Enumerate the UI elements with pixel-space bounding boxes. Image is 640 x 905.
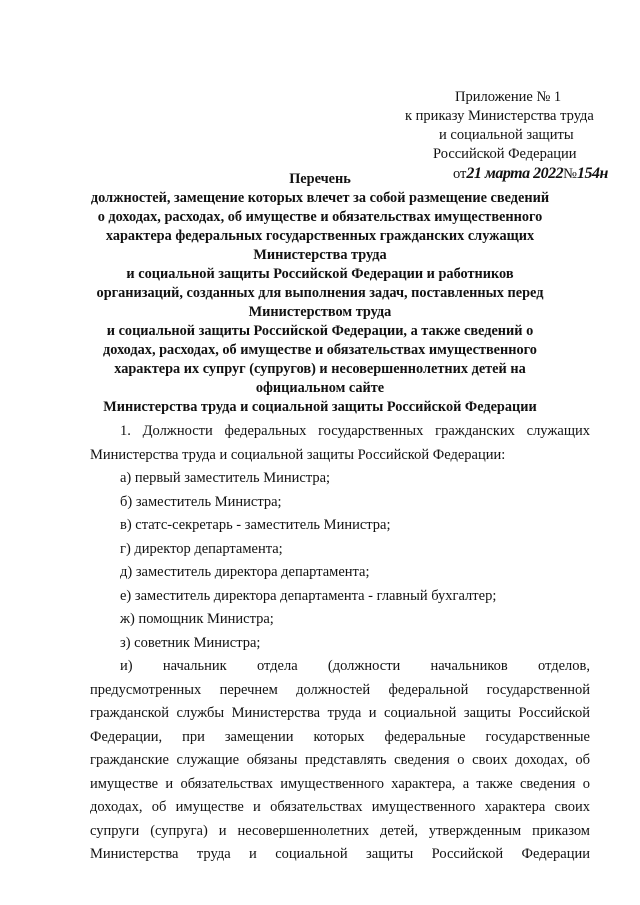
paragraph-1-line: 1. Должности федеральных государственных гражданских служащих [120, 423, 590, 439]
title-line: характера их супруг (супругов) и несовершеннолетних детей на [114, 361, 526, 377]
title-line: характера федеральных государственных гражданских служащих [105, 228, 535, 244]
item-i-line: Федерации, при замещении которых федеральные государственные [90, 728, 590, 745]
title-line: Министерства труда и социальной защиты Российской Федерации [103, 399, 537, 415]
title-line: доходах, расходах, об имуществе и обязательствах имущественного [103, 342, 537, 358]
title-line: Министерства труда [253, 247, 387, 263]
item-i-line: доходах, об имуществе и обязательствах имущественного характера своих [90, 799, 590, 815]
handwritten-date: 21 марта 2022 [466, 165, 564, 182]
appendix-country-line: Российской Федерации [433, 146, 577, 162]
list-item: а) первый заместитель Министра; [120, 470, 331, 486]
item-i-line: гражданской службы Министерства труда и социальной защиты Российской [90, 705, 590, 721]
title-line: Перечень [289, 171, 351, 187]
list-item: б) заместитель Министра; [120, 493, 282, 510]
document-title [72, 170, 568, 417]
title-line: Министерством труда [248, 304, 392, 320]
appendix-number: Приложение № 1 [455, 89, 562, 105]
list-item: ж) помощник Министра; [120, 611, 274, 627]
title-line: и социальной защиты Российской Федерации, а также сведений о [106, 323, 534, 339]
title-line: о доходах, расходах, об имуществе и обязательствах имущественного [97, 209, 543, 225]
title-line: организаций, созданных для выполнения задач, поставленных перед [96, 285, 544, 301]
appendix-ministry-line: и социальной защиты [439, 127, 574, 143]
item-i-line: гражданские служащие обязаны представлять сведения о своих доходах, об [90, 752, 590, 768]
list-item: г) директор департамента; [120, 540, 283, 557]
item-i-line: имуществе и обязательствах имущественного характера, а также сведения о [90, 775, 590, 792]
paragraph-1-line: Министерства труда и социальной защиты Российской Федерации: [90, 446, 506, 463]
list-item: в) статс-секретарь - заместитель Министра; [120, 517, 391, 533]
item-i-line: и) начальник отдела (должности начальников отделов, [120, 658, 590, 674]
list-item: е) заместитель директора департамента - главный бухгалтер; [120, 587, 497, 604]
appendix-order-reference: к приказу Министерства труда [405, 108, 594, 124]
document-body [90, 420, 590, 867]
list-item: з) советник Министра; [120, 634, 261, 651]
handwritten-order-number: 154н [576, 165, 608, 182]
title-line: должностей, замещение которых влечет за собой размещение сведений [90, 190, 550, 206]
number-prefix: № [563, 166, 577, 182]
item-i-line: Министерства труда и социальной защиты Российской Федерации [90, 846, 590, 862]
title-line: и социальной защиты Российской Федерации и работников [126, 266, 514, 282]
item-i-line: супруги (супруга) и несовершеннолетних детей, утвержденным приказом [90, 822, 590, 839]
list-item: д) заместитель директора департамента; [120, 564, 370, 580]
item-i-line: предусмотренных перечнем должностей федеральной государственной [90, 681, 590, 698]
title-line: официальном сайте [255, 380, 385, 396]
date-prefix: от [453, 166, 467, 182]
